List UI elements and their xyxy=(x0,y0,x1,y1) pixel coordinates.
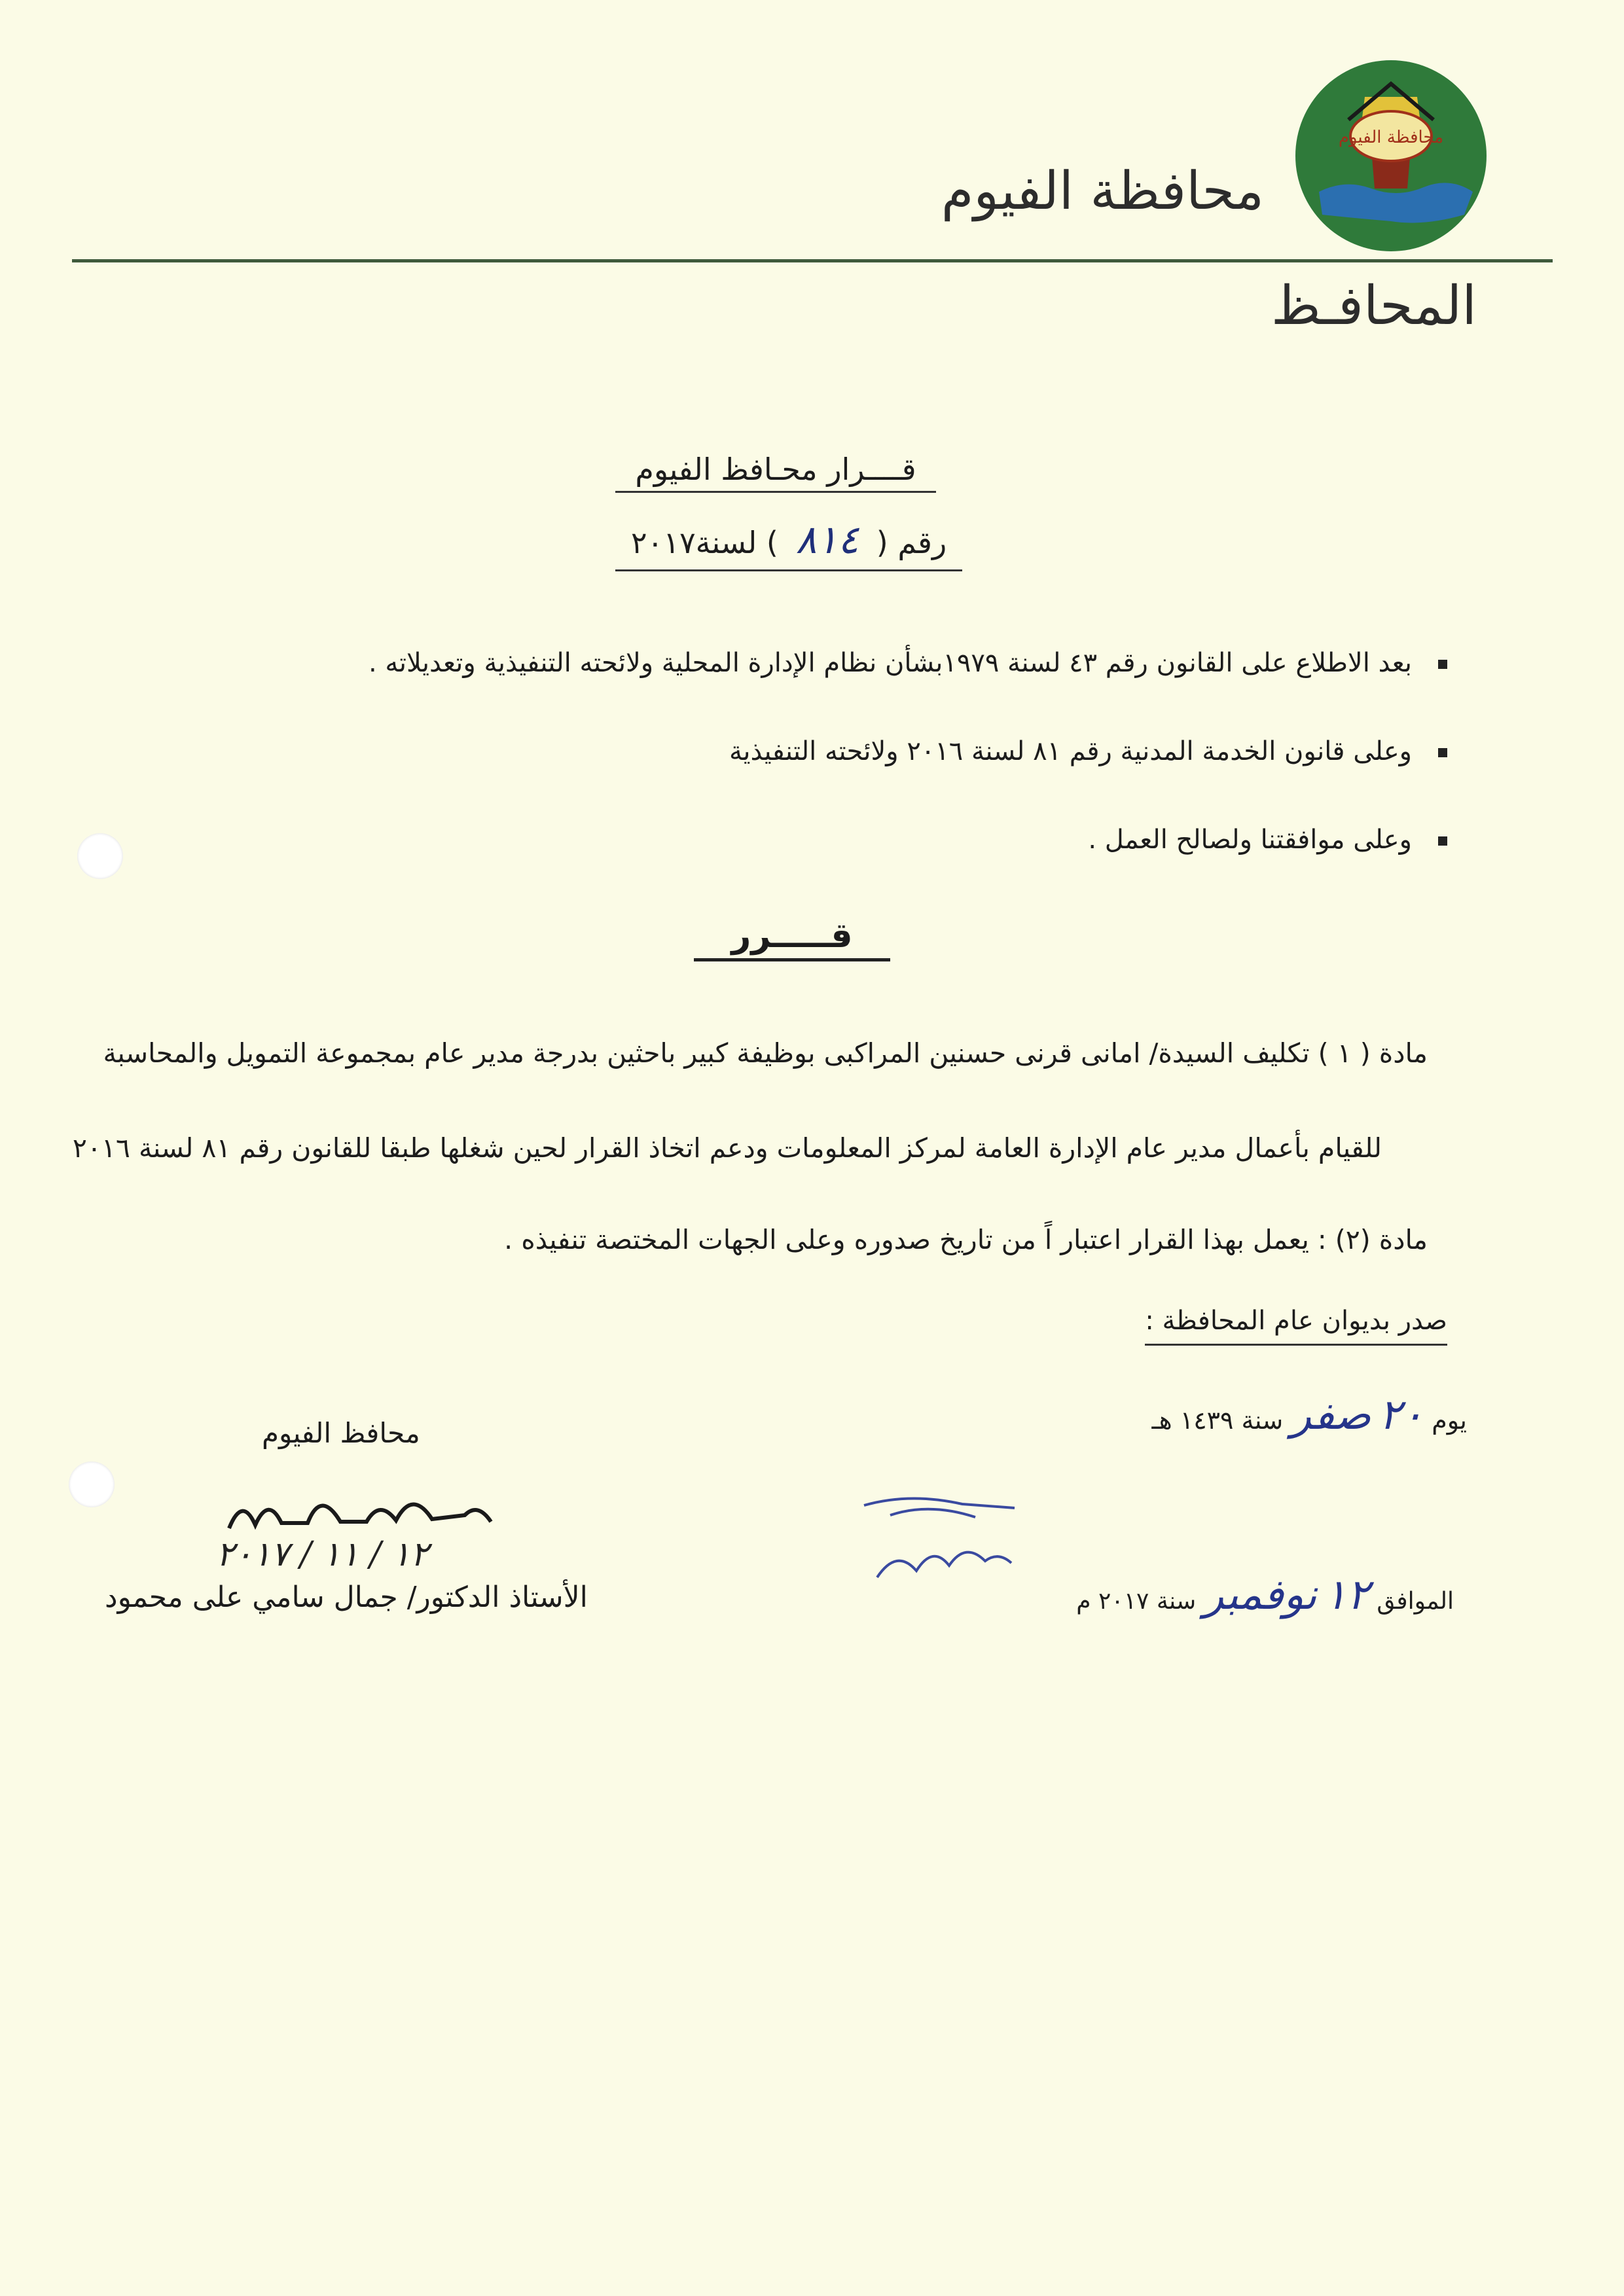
bullet-square-icon xyxy=(1438,748,1447,757)
greg-label: الموافق xyxy=(1377,1588,1454,1615)
hijri-suffix: هـ xyxy=(1151,1406,1172,1435)
bullet-square-icon xyxy=(1438,660,1447,669)
office-title: المحافـظ xyxy=(1271,275,1477,337)
gregorian-date xyxy=(1076,1571,1454,1619)
emblem-text: محافظة الفيوم xyxy=(1338,128,1444,147)
signature-title: محافظ الفيوم xyxy=(262,1417,420,1449)
signature-handwritten-date: ١٢ / ١١ / ٢٠١٧ xyxy=(216,1535,429,1574)
hijri-year-label: سنة xyxy=(1241,1406,1284,1435)
hijri-date xyxy=(1152,1391,1467,1439)
decree-heading: قـــــرر xyxy=(694,916,890,961)
preamble-item xyxy=(369,648,1447,678)
decision-title: قــــرار محـافظ الفيوم xyxy=(615,452,936,493)
greg-year: ٢٠١٧ xyxy=(1098,1588,1149,1615)
header-rule xyxy=(72,259,1553,262)
hijri-day: ٢٠ xyxy=(1379,1391,1424,1439)
hijri-year: ١٤٣٩ xyxy=(1180,1406,1234,1435)
preamble-text: بعد الاطلاع على القانون رقم ٤٣ لسنة ١٩٧٩بشأن نظام الإدارة المحلية ولائحته التنفيذية وتعديلاته . xyxy=(368,648,1412,678)
governorate-emblem xyxy=(1293,58,1489,254)
preamble-item xyxy=(729,736,1447,766)
decision-number xyxy=(615,517,962,571)
paraph-initials-signature xyxy=(851,1479,1028,1597)
punch-hole xyxy=(69,1462,115,1507)
decision-number-prefix: رقم ( xyxy=(876,525,947,560)
greg-day: ١٢ xyxy=(1324,1571,1369,1619)
preamble-item xyxy=(1088,825,1447,855)
signatory-name: الأستاذ الدكتور/ جمال سامي على محمود xyxy=(105,1581,588,1614)
greg-year-label: سنة xyxy=(1156,1588,1197,1615)
decision-number-suffix: ) لسنة٢٠١٧ xyxy=(630,525,778,560)
governorate-name: محافظة الفيوم xyxy=(941,160,1264,221)
article-line: مادة ( ١ ) تكليف السيدة/ امانى قرنى حسنين المراكبى بوظيفة كبير باحثين بدرجة مدير عام بمجموعة التمويل والمحاسبة xyxy=(103,1037,1428,1069)
greg-suffix: م xyxy=(1076,1588,1091,1615)
punch-hole xyxy=(77,833,123,879)
preamble-text: وعلى موافقتنا ولصالح العمل . xyxy=(1088,825,1412,855)
greg-month: نوفمبر xyxy=(1203,1571,1317,1619)
preamble-text: وعلى قانون الخدمة المدنية رقم ٨١ لسنة ٢٠١٦ ولائحته التنفيذية xyxy=(729,736,1412,766)
issued-at: صدر بديوان عام المحافظة : xyxy=(1145,1306,1447,1346)
article-line: للقيام بأعمال مدير عام الإدارة العامة لمركز المعلومات ودعم اتخاذ القرار لحين شغلها طبقا للقانون رقم ٨١ لسنة ٢٠١٦ xyxy=(72,1132,1382,1164)
article-line: مادة (٢) : يعمل بهذا القرار اعتبار اً من تاريخ صدوره وعلى الجهات المختصة تنفيذه . xyxy=(504,1224,1428,1255)
decision-number-value: ٨١٤ xyxy=(795,517,859,563)
hijri-month: صفر xyxy=(1291,1391,1371,1439)
bullet-square-icon xyxy=(1438,836,1447,846)
hijri-label: يوم xyxy=(1432,1406,1467,1435)
